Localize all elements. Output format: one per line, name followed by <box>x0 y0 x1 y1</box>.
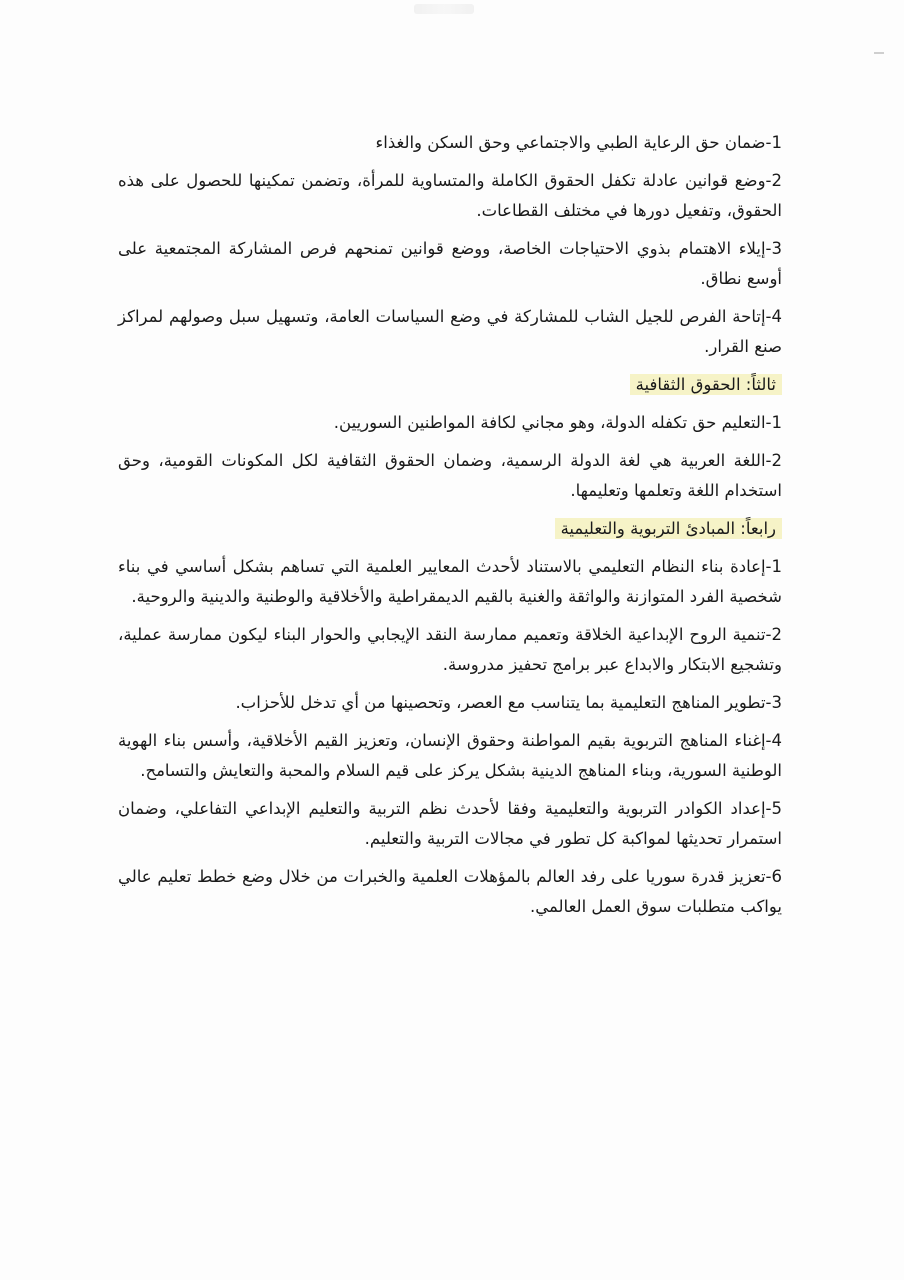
section-heading-text: ثالثاً: الحقوق الثقافية <box>630 374 782 395</box>
document-body <box>118 128 782 930</box>
list-item: 4-إتاحة الفرص للجيل الشاب للمشاركة في وضع السياسات العامة، وتسهيل سبل وصولهم لمراكز صنع القرار. <box>118 307 782 356</box>
list-item: 3-إيلاء الاهتمام بذوي الاحتياجات الخاصة، ووضع قوانين تمنحهم فرص المشاركة المجتمعية على أوسع نطاق. <box>118 239 782 288</box>
list-item: 3-تطوير المناهج التعليمية بما يتناسب مع العصر، وتحصينها من أي تدخل للأحزاب. <box>235 693 782 712</box>
list-item: 1-إعادة بناء النظام التعليمي بالاستناد لأحدث المعايير العلمية التي تساهم بشكل أساسي في بناء شخصية الفرد المتوازنة والواثقة والغنية بالقيم الديمقراطية والأخلاقية والوطنية والدينية والروحية. <box>118 557 782 606</box>
list-item: 1-التعليم حق تكفله الدولة، وهو مجاني لكافة المواطنين السوريين. <box>333 413 782 432</box>
list-item: 2-تنمية الروح الإبداعية الخلاقة وتعميم ممارسة النقد الإيجابي والحوار البناء ليكون ممارسة عملية، وتشجيع الابتكار والابداع عبر برامج تحفيز مدروسة. <box>118 625 782 674</box>
list-item: 2-وضع قوانين عادلة تكفل الحقوق الكاملة والمتساوية للمرأة، وتضمن تمكينها للحصول على هذه الحقوق، وتفعيل دورها في مختلف القطاعات. <box>118 171 782 220</box>
list-item: 4-إغناء المناهج التربوية بقيم المواطنة وحقوق الإنسان، وتعزيز القيم الأخلاقية، وأسس بناء الهوية الوطنية السورية، وبناء المناهج الدينية بشكل يركز على قيم السلام والمحبة والتعايش والتسامح. <box>118 731 782 780</box>
list-item: 1-ضمان حق الرعاية الطبي والاجتماعي وحق السكن والغذاء <box>375 133 782 152</box>
list-item: 6-تعزيز قدرة سوريا على رفد العالم بالمؤهلات العلمية والخبرات من خلال وضع خطط تعليم عالي يواكب متطلبات سوق العمل العالمي. <box>118 867 782 916</box>
scan-mark <box>414 4 474 14</box>
scan-mark <box>874 52 884 54</box>
section-heading-text: رابعاً: المبادئ التربوية والتعليمية <box>555 518 782 539</box>
section-heading <box>118 370 782 400</box>
list-item: 5-إعداد الكوادر التربوية والتعليمية وفقا لأحدث نظم التربية والتعليم الإبداعي التفاعلي، وضمان استمرار تحديثها لمواكبة كل تطور في مجالات التربية والتعليم. <box>118 799 782 848</box>
section-heading <box>118 514 782 544</box>
list-item: 2-اللغة العربية هي لغة الدولة الرسمية، وضمان الحقوق الثقافية لكل المكونات القومية، وحق استخدام اللغة وتعلمها وتعليمها. <box>118 451 782 500</box>
